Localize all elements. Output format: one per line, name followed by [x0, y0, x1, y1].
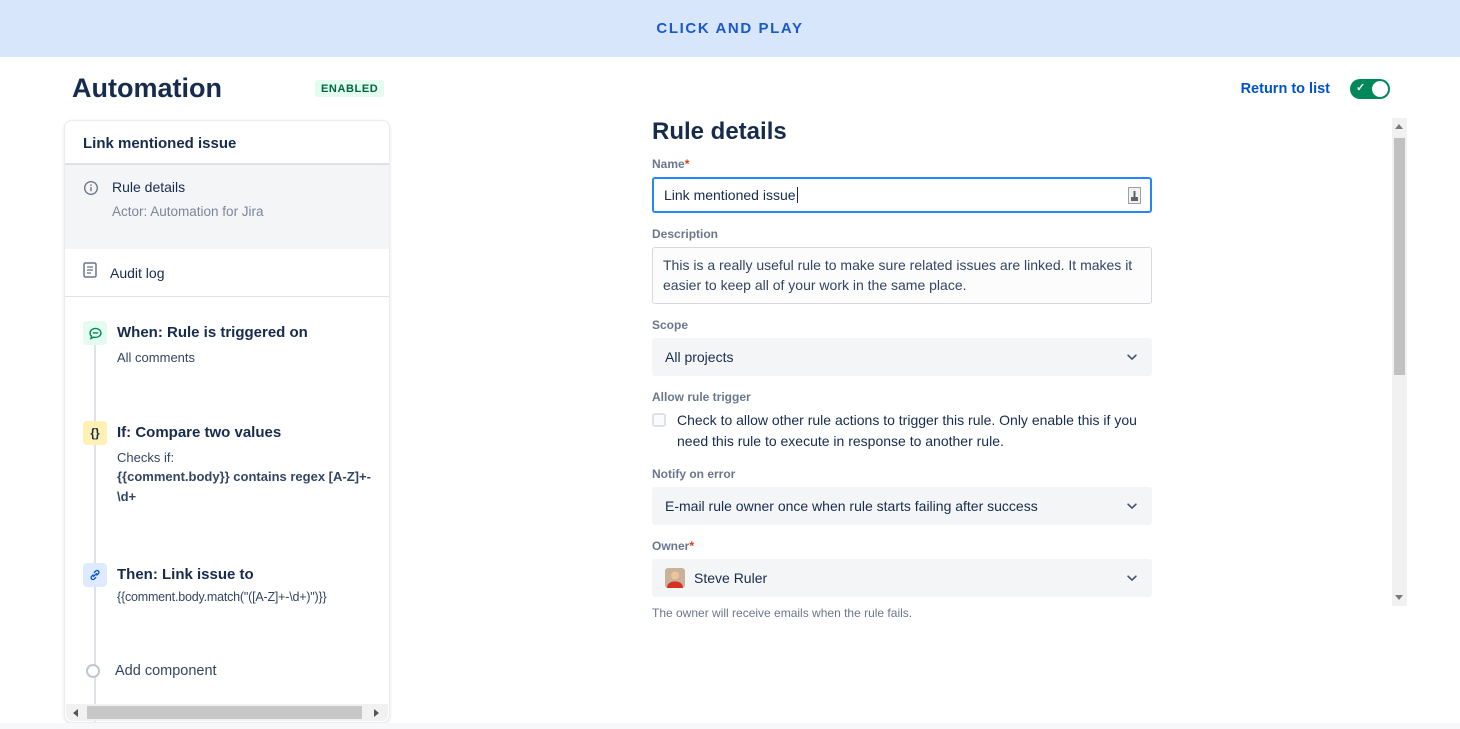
if-component-title: If: Compare two values: [117, 423, 282, 441]
sidebar-rule-title: Link mentioned issue: [65, 121, 389, 165]
scope-label: Scope: [652, 317, 689, 332]
when-component-title: When: Rule is triggered on: [117, 324, 308, 341]
owner-value: Steve Ruler: [694, 569, 768, 586]
vertical-scroll-thumb[interactable]: [1394, 138, 1405, 375]
sidebar-horizontal-scrollbar[interactable]: [66, 704, 388, 721]
horizontal-scroll-thumb[interactable]: [87, 706, 362, 719]
scope-value: All projects: [665, 348, 734, 365]
braces-icon: {}: [83, 421, 107, 445]
notify-on-error-select[interactable]: [652, 487, 1152, 525]
scroll-right-icon[interactable]: [374, 709, 379, 717]
owner-label: Owner*: [652, 538, 695, 553]
notify-on-error-label: Notify on error: [652, 466, 736, 481]
when-component-subtitle: All comments: [117, 350, 196, 365]
add-component-button[interactable]: [83, 663, 373, 679]
add-component-label: Add component: [115, 663, 217, 679]
rule-enabled-toggle[interactable]: [1350, 79, 1390, 99]
form-title: Rule details: [652, 118, 787, 145]
chevron-down-icon: [1125, 350, 1139, 364]
banner-title: CLICK AND PLAY: [656, 20, 804, 37]
scroll-left-icon[interactable]: [73, 709, 78, 717]
component-if-condition[interactable]: [83, 421, 373, 507]
owner-help-text: The owner will receive emails when the rule fails.: [652, 605, 913, 620]
link-icon: [83, 563, 107, 587]
rule-details-actor: Actor: Automation for Jira: [112, 204, 264, 219]
allow-rule-trigger-label: Allow rule trigger: [652, 389, 751, 404]
if-subtitle-prefix: Checks if:: [117, 449, 175, 465]
allow-rule-trigger-text: Check to allow other rule actions to trigger this rule. Only enable this if you need this rule to execute in response to another rule.: [677, 411, 1137, 450]
rule-components-sidebar: [64, 120, 390, 723]
notify-on-error-value: E-mail rule owner once when rule starts failing after success: [665, 497, 1038, 514]
bottom-strip: [0, 723, 1460, 729]
then-component-title: Then: Link issue to: [117, 566, 254, 583]
return-to-list-link[interactable]: Return to list: [1240, 80, 1330, 97]
required-asterisk: *: [689, 538, 695, 553]
name-label: Name*: [652, 157, 690, 171]
top-banner: [0, 0, 1460, 57]
chevron-down-icon: [1125, 499, 1139, 513]
then-component-subtitle: {{comment.body.match("([A-Z]+-\d+)")}}: [117, 590, 327, 604]
scroll-up-icon[interactable]: [1395, 124, 1403, 129]
rule-details-form: [652, 118, 1152, 620]
comment-icon: [83, 321, 107, 345]
component-chain: [65, 297, 389, 679]
rule-details-item-body: [112, 179, 264, 219]
scope-select[interactable]: [652, 338, 1152, 376]
component-then-action[interactable]: [83, 563, 373, 604]
info-icon: [83, 180, 99, 219]
chevron-down-icon: [1125, 571, 1139, 585]
audit-log-label: Audit log: [110, 264, 165, 281]
if-component-subtitle: [117, 448, 373, 507]
rule-details-item-label: Rule details: [112, 179, 186, 195]
sidebar-item-audit-log[interactable]: [65, 249, 389, 297]
name-input[interactable]: [652, 177, 1152, 213]
if-subtitle-condition: {{comment.body}} contains regex [A-Z]+-\d+: [117, 469, 371, 504]
audit-log-icon: [83, 262, 97, 283]
check-icon: ✓: [1356, 81, 1366, 94]
header-bar: [0, 57, 1460, 120]
description-textarea[interactable]: This is a really useful rule to make sure related issues are linked. It makes it easier to keep all of your work in the same place.: [652, 247, 1152, 304]
description-label: Description: [652, 227, 719, 241]
header-actions: [1241, 79, 1390, 99]
allow-rule-trigger-row: [652, 410, 1152, 453]
owner-avatar: [665, 568, 685, 588]
scroll-down-icon[interactable]: [1395, 595, 1403, 600]
form-vertical-scrollbar[interactable]: [1392, 118, 1407, 606]
input-adornment-icon[interactable]: [1128, 187, 1141, 204]
name-input-value: Link mentioned issue: [664, 187, 796, 203]
empty-circle-icon: [86, 664, 100, 678]
text-caret: [797, 187, 798, 203]
owner-select[interactable]: [652, 559, 1152, 597]
toggle-knob: [1372, 81, 1388, 97]
required-asterisk: *: [684, 157, 690, 171]
component-when-trigger[interactable]: [83, 321, 373, 368]
status-badge: ENABLED: [315, 80, 384, 97]
allow-rule-trigger-checkbox[interactable]: [652, 413, 666, 427]
sidebar-item-rule-details[interactable]: [65, 165, 389, 249]
page-title: Automation: [72, 73, 222, 103]
